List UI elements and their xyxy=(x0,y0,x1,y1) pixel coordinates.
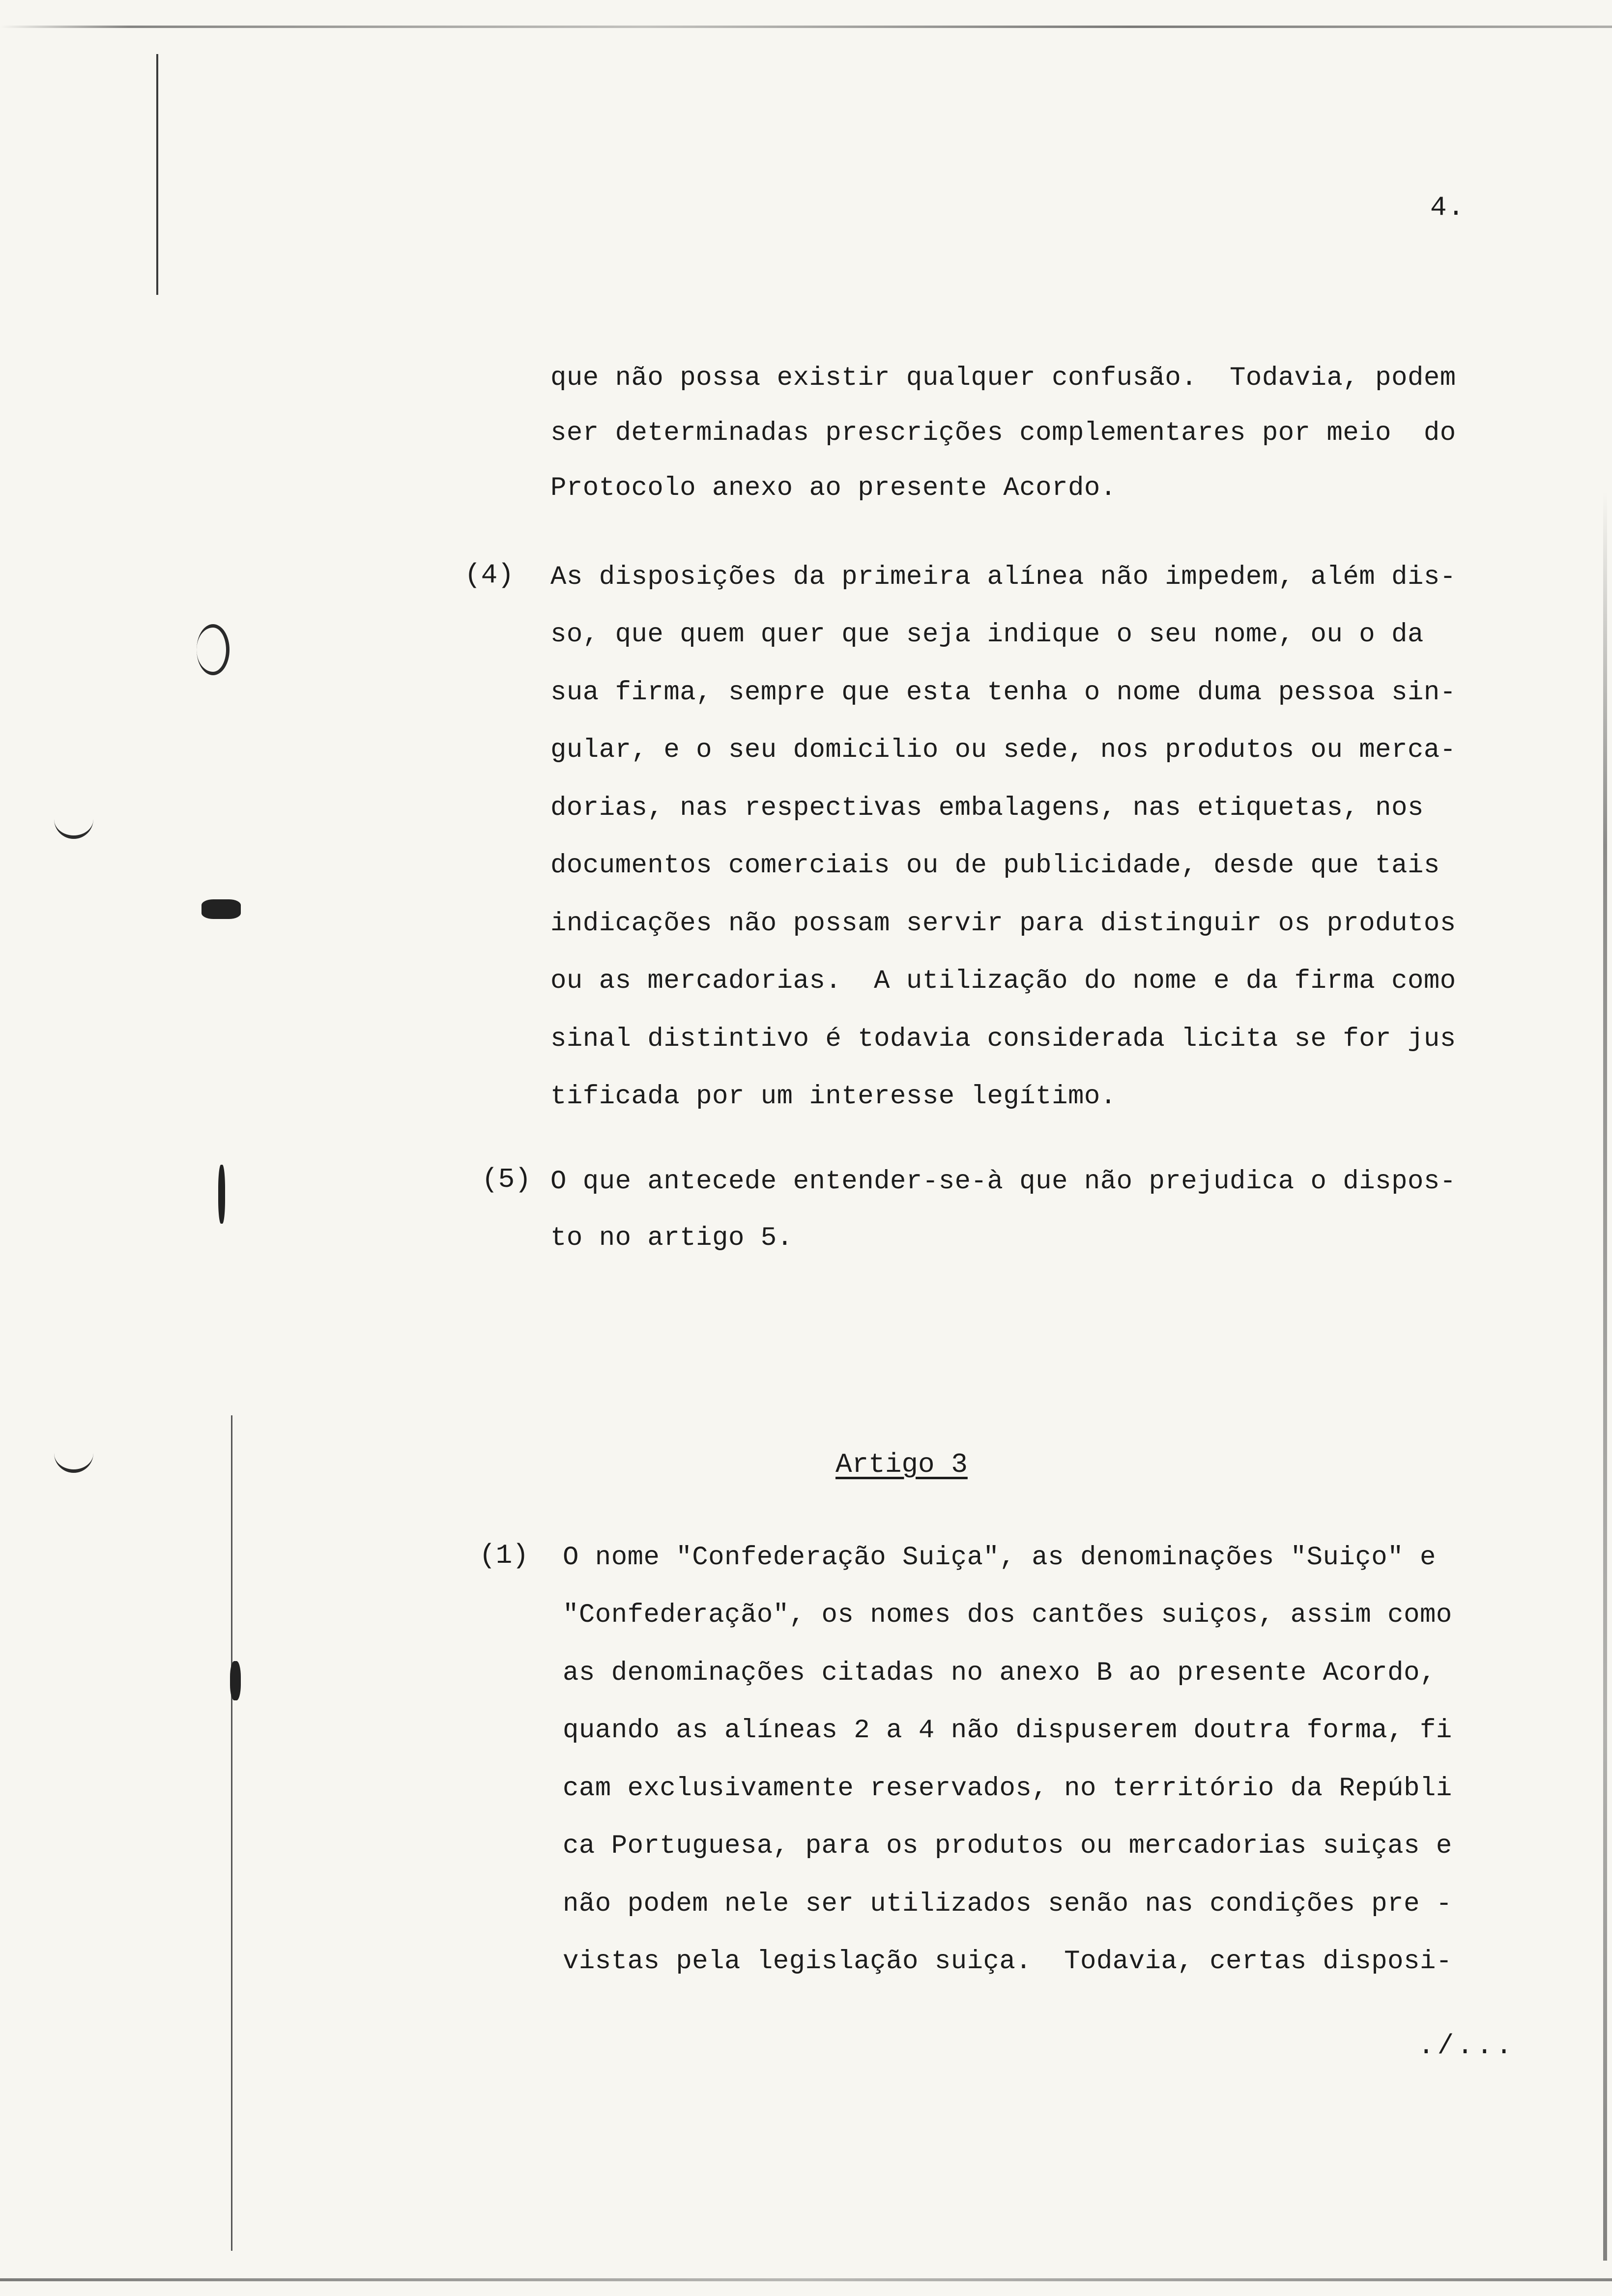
paragraph-line: ca Portuguesa, para os produtos ou mercadorias suiças e xyxy=(563,1831,1452,1861)
paragraph-line: to no artigo 5. xyxy=(550,1223,793,1253)
paragraph-line: ser determinadas prescrições complementares por meio do xyxy=(550,418,1456,448)
paragraph-line: documentos comerciais ou de publicidade, desde que tais xyxy=(550,851,1440,881)
clause-number: (4) xyxy=(464,559,514,591)
paragraph-line: não podem nele ser utilizados senão nas condições pre - xyxy=(563,1889,1452,1919)
paragraph-line: sinal distintivo é todavia considerada licita se for jus xyxy=(550,1024,1456,1054)
binding-ring-mark xyxy=(197,624,230,675)
scan-top-edge xyxy=(0,26,1612,28)
paragraph-line: cam exclusivamente reservados, no território da Repúbli xyxy=(563,1774,1452,1804)
scan-bottom-edge xyxy=(0,2278,1612,2281)
paragraph-line: sua firma, sempre que esta tenha o nome duma pessoa sin- xyxy=(550,678,1456,708)
paragraph-line: O nome "Confederação Suiça", as denominações "Suiço" e xyxy=(563,1543,1436,1573)
page-number: 4. xyxy=(1430,192,1466,223)
paragraph-line: as denominações citadas no anexo B ao presente Acordo, xyxy=(563,1658,1436,1688)
paragraph-line: ou as mercadorias. A utilização do nome e da firma como xyxy=(550,966,1456,996)
binding-line-bottom xyxy=(231,1415,232,2251)
paragraph-line: Protocolo anexo ao presente Acordo. xyxy=(550,473,1117,503)
paragraph-line: O que antecede entender-se-à que não prejudica o dispos- xyxy=(550,1167,1456,1197)
clause-number: (1) xyxy=(479,1540,529,1571)
scan-right-edge xyxy=(1603,491,1607,2261)
paragraph-line: As disposições da primeira alínea não impedem, além dis- xyxy=(550,562,1456,592)
paragraph-line: "Confederação", os nomes dos cantões suiços, assim como xyxy=(563,1600,1452,1630)
punch-hole-arc-lower xyxy=(54,1450,93,1473)
article-heading: Artigo 3 xyxy=(835,1449,968,1480)
binding-hole-mark xyxy=(230,1661,241,1700)
continuation-mark: ./... xyxy=(1418,2030,1516,2062)
paragraph-line: que não possa existir qualquer confusão. Todavia, podem xyxy=(550,363,1456,393)
punch-hole-arc-upper xyxy=(54,816,93,839)
paragraph-line: vistas pela legislação suiça. Todavia, certas disposi- xyxy=(563,1947,1452,1977)
clause-number: (5) xyxy=(482,1164,531,1195)
binding-line-top xyxy=(156,54,158,295)
paragraph-line: tificada por um interesse legítimo. xyxy=(550,1082,1117,1112)
paragraph-line: so, que quem quer que seja indique o seu nome, ou o da xyxy=(550,620,1424,650)
binding-clip-mark xyxy=(202,899,241,919)
paragraph-line: gular, e o seu domicilio ou sede, nos produtos ou merca- xyxy=(550,735,1456,765)
paragraph-line: indicações não possam servir para distinguir os produtos xyxy=(550,909,1456,939)
paragraph-line: dorias, nas respectivas embalagens, nas etiquetas, nos xyxy=(550,793,1424,823)
paragraph-line: quando as alíneas 2 a 4 não dispuserem doutra forma, fi xyxy=(563,1716,1452,1746)
binding-tick-mark xyxy=(218,1165,225,1224)
